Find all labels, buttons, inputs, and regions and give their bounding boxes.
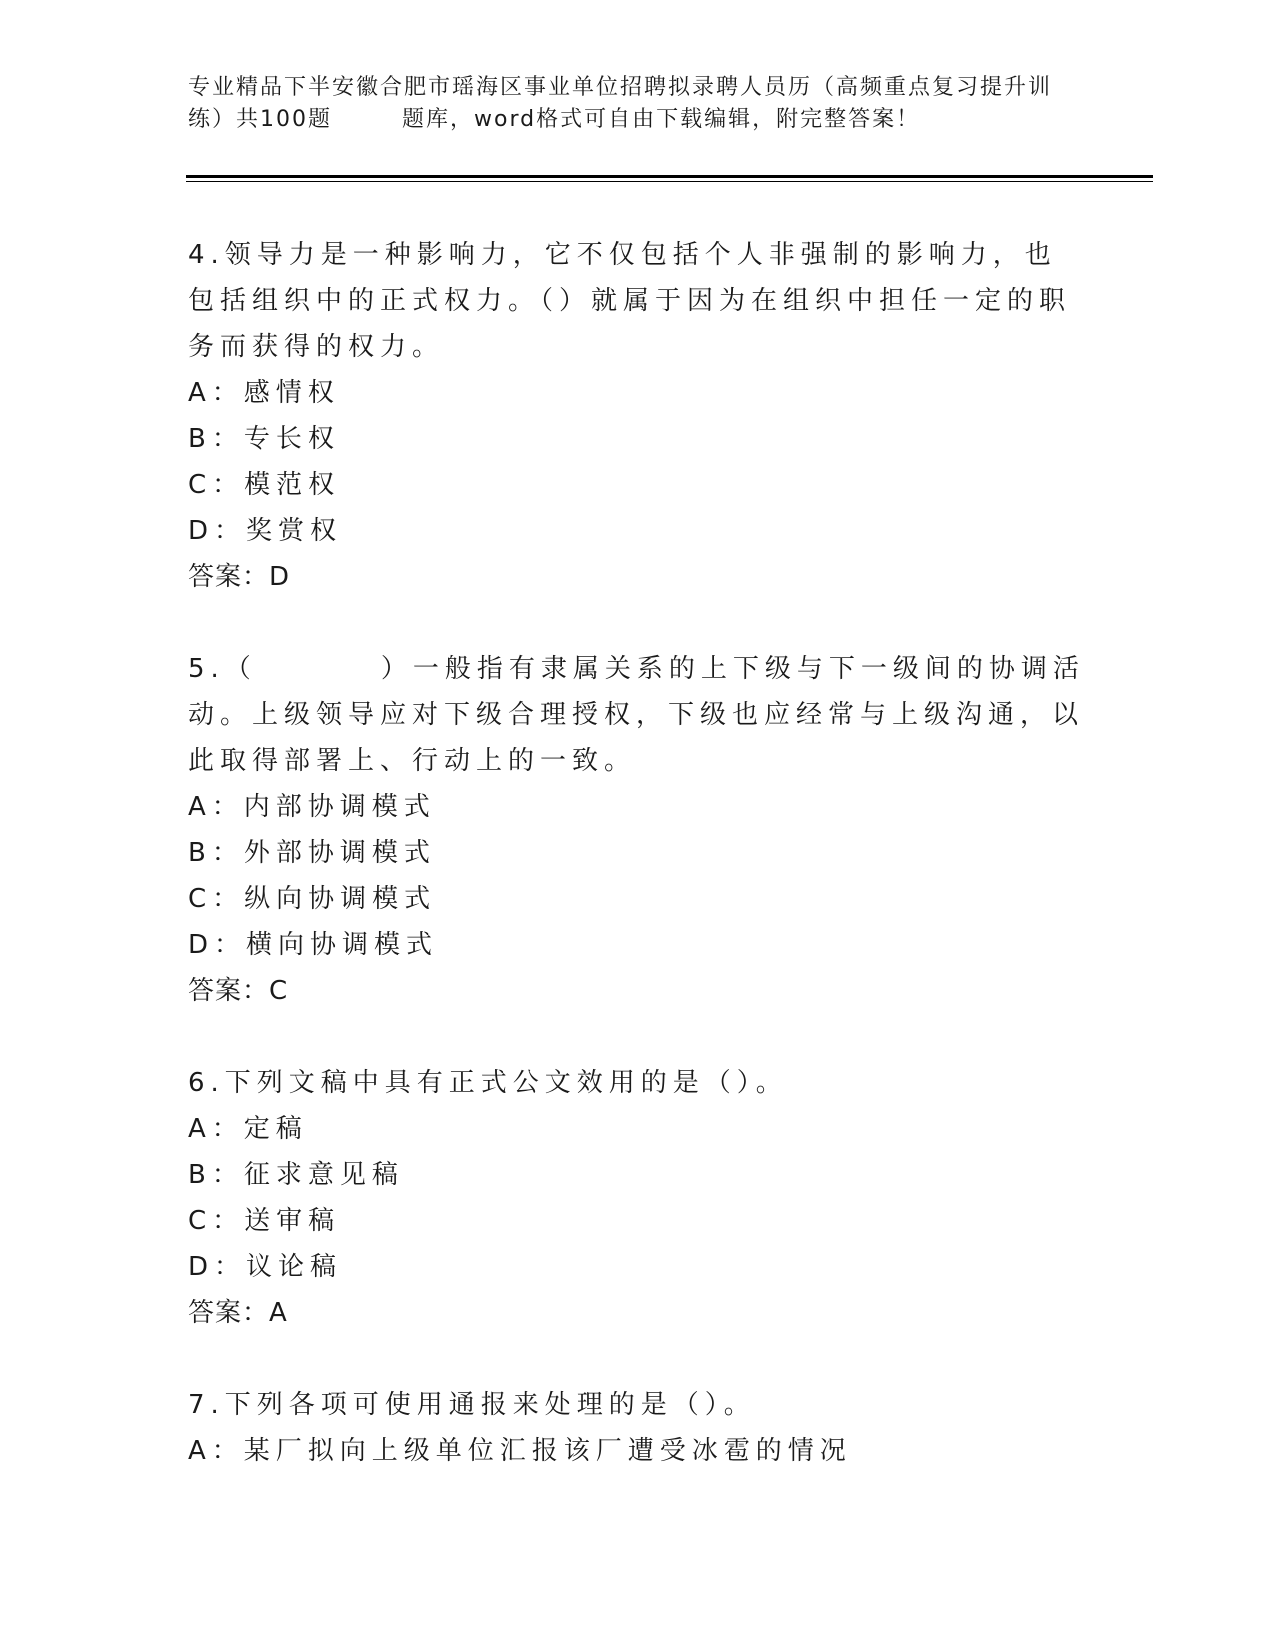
question-text (188, 646, 1088, 784)
answer: 答案：D (188, 562, 291, 592)
document-header (188, 72, 1088, 136)
option-b: B：外部协调模式 (188, 838, 436, 868)
option-b: B：征求意见稿 (188, 1160, 404, 1190)
option-a: A：某厂拟向上级单位汇报该厂遭受冰雹的情况 (188, 1436, 852, 1466)
question-text-rest: ）一般指有隶属关系的上下级与下一级间的协调活动。上级领导应对下级合理授权，下级也应经常与上级沟通，以此取得部署上、行动上的一致。 (188, 654, 1085, 776)
option-a: A：感情权 (188, 378, 340, 408)
option-c: C：纵向协调模式 (188, 884, 437, 914)
header-rule-thin (186, 181, 1153, 182)
answer: 答案：A (188, 1298, 288, 1328)
option-c: C：模范权 (188, 470, 341, 500)
header-line-2 (188, 104, 1088, 136)
option-d: D：横向协调模式 (188, 930, 439, 960)
question-5 (188, 646, 1088, 1014)
question-list (188, 232, 1088, 1520)
question-7 (188, 1382, 1088, 1474)
question-text: 6.下列文稿中具有正式公文效用的是（）。 (188, 1068, 788, 1098)
header-line-1: 专业精品下半安徽合肥市瑶海区事业单位招聘拟录聘人员历（高频重点复习提升训 (188, 75, 1053, 100)
question-text: 4.领导力是一种影响力，它不仅包括个人非强制的影响力，也包括组织中的正式权力。（）就属于因为在组织中担任一定的职务而获得的权力。 (188, 240, 1072, 362)
header-line-2-right: 题库，word格式可自由下载编辑，附完整答案！ (402, 107, 921, 132)
question-text: 7.下列各项可使用通报来处理的是（）。 (188, 1390, 756, 1420)
option-d: D：议论稿 (188, 1252, 343, 1282)
option-d: D：奖赏权 (188, 516, 343, 546)
option-b: B：专长权 (188, 424, 340, 454)
answer: 答案：C (188, 976, 289, 1006)
header-line-2-left: 练）共100题 (188, 107, 332, 132)
option-c: C：送审稿 (188, 1206, 341, 1236)
option-a: A：定稿 (188, 1114, 308, 1144)
question-text-start: 5.（ (188, 654, 257, 684)
header-rule-thick (186, 175, 1153, 178)
question-6 (188, 1060, 1088, 1336)
question-4 (188, 232, 1088, 600)
option-a: A：内部协调模式 (188, 792, 436, 822)
